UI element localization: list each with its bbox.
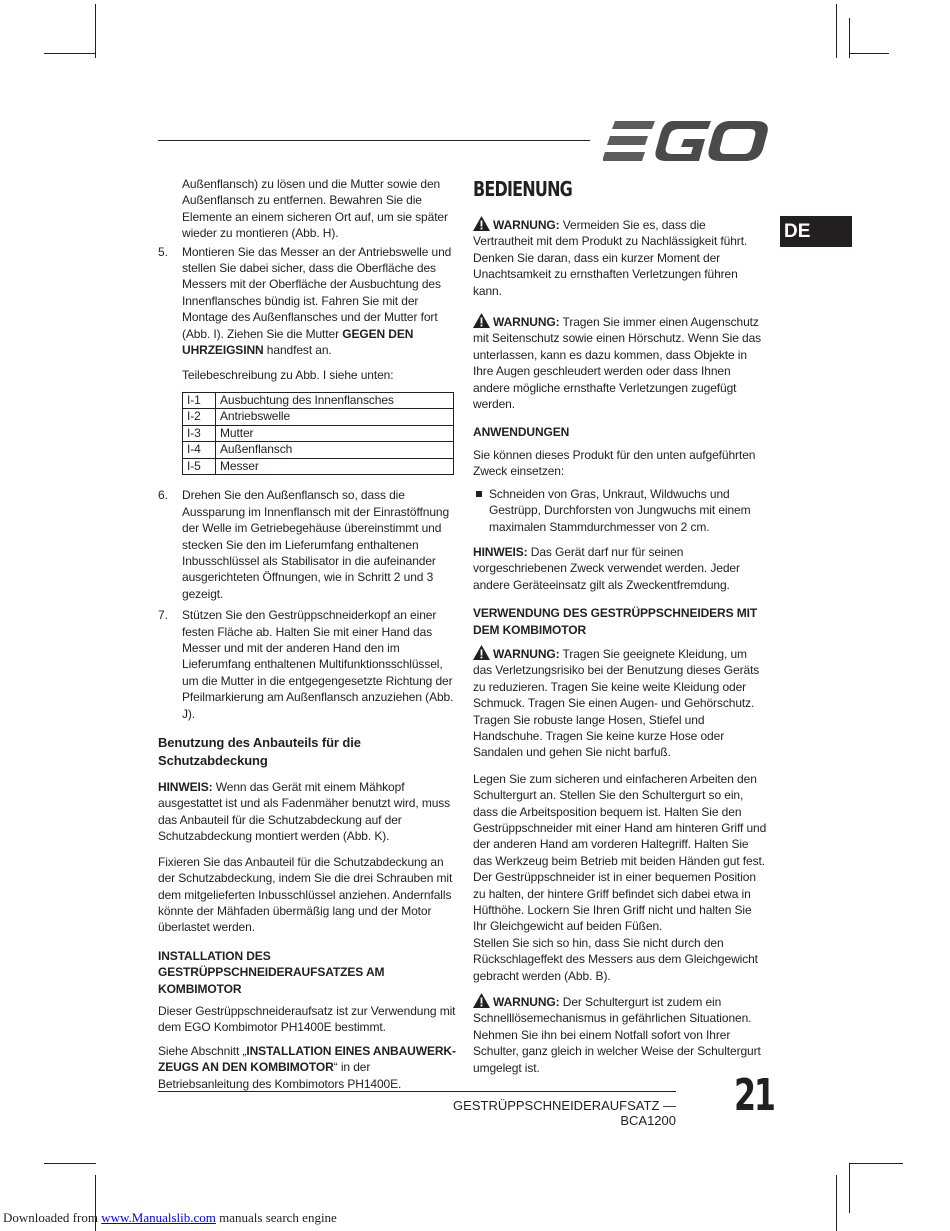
manualslib-link[interactable]: www.Manualslib.com xyxy=(101,1210,216,1225)
part-code: I-3 xyxy=(183,425,216,442)
bullet-square xyxy=(476,491,482,497)
warning-label: WARNUNG: xyxy=(493,315,560,330)
see-section-paragraph xyxy=(158,1043,458,1092)
hinweis-text: Das Gerät darf nur für seinen vorgeschriebenen Zweck verwendet werden. Jeder andere Geräteeinsatz gilt als Zweckentfremdung. xyxy=(473,544,740,592)
table-row xyxy=(183,442,454,459)
download-bar xyxy=(3,1210,337,1226)
step-text: Montieren Sie das Messer an der Antriebswelle und stellen Sie dabei sicher, dass die Oberfläche des Messers mit der Oberfläche der Ausbuchtung des Innenflansches bündig ist. Fahren Sie mit der Montage des Außenflansches und der Mutter fort (Abb. I). Ziehen Sie die Mutter xyxy=(182,244,452,341)
footer-rule xyxy=(158,1091,676,1092)
step-number: 5. xyxy=(158,244,168,259)
list-item xyxy=(473,486,768,535)
warning-2 xyxy=(473,313,768,412)
step-bold: GEGEN DEN UHRZEIGSINN xyxy=(182,326,414,358)
table-row xyxy=(183,425,454,442)
warning-1 xyxy=(473,216,768,299)
hinweis-paragraph xyxy=(473,544,768,593)
warning-4 xyxy=(473,993,768,1076)
warning-icon xyxy=(473,993,490,1008)
part-name: Mutter xyxy=(216,425,454,442)
parts-table xyxy=(182,392,454,476)
part-code: I-2 xyxy=(183,409,216,426)
hinweis-paragraph xyxy=(158,779,458,845)
crop-mark xyxy=(849,53,889,54)
warning-label: WARNUNG: xyxy=(493,995,560,1010)
download-suffix: manuals search engine xyxy=(215,1210,337,1225)
table-row xyxy=(183,458,454,475)
page-number: 21 xyxy=(734,1070,774,1121)
warning-icon xyxy=(473,313,490,328)
right-column xyxy=(473,176,768,1076)
table-row xyxy=(183,409,454,426)
part-name: Antriebswelle xyxy=(216,409,454,426)
stand-paragraph: Stellen Sie sich so hin, dass Sie nicht durch den Rückschlageffekt des Messers aus dem Gleichgewicht gebracht werden (Abb. B). xyxy=(473,935,758,983)
footer-title: GESTRÜPPSCHNEIDERAUFSATZ — BCA1200 xyxy=(453,1098,676,1128)
hinweis-label: HINWEIS: xyxy=(473,544,528,559)
step-text: Stützen Sie den Gestrüppschneiderkopf an einer festen Fläche ab. Halten Sie mit einer Hand das Messer und mit der anderen Hand den im Lieferumfang enthaltenen Multifunktionsschlüssel, um die Mutter in die entgegengesetzte Richtung der Pfeilmarkierung am Außenflansch anzuziehen (Abb. J). xyxy=(182,608,454,721)
see-bold: INSTALLATION EINES ANBAUWERKZEUGS AN DEN KOMBIMOTOR xyxy=(158,1043,456,1075)
table-row xyxy=(183,392,454,409)
usage-heading: VERWENDUNG DES GESTRÜPPSCHNEIDERS MIT DEM KOMBIMOTOR xyxy=(473,606,758,637)
part-code: I-5 xyxy=(183,458,216,475)
crop-mark xyxy=(849,18,850,58)
crop-mark xyxy=(44,53,96,54)
applications-heading: ANWENDUNGEN xyxy=(473,425,570,440)
warning-icon xyxy=(473,216,490,231)
download-prefix: Downloaded from xyxy=(3,1210,102,1225)
section-title: BEDIENUNG xyxy=(473,177,572,201)
section-subheading: Benutzung des Anbauteils für die Schutzabdeckung xyxy=(158,735,361,769)
warning-text: Tragen Sie immer einen Augenschutz mit Seitenschutz sowie einen Hörschutz. Wenn Sie das unterlassen, kann es dazu kommen, dass Objekte in Ihre Augen geschleudert werden oder dass Ihnen andere mögliche ernsthafte Verletzungen zugefügt werden. xyxy=(473,315,762,412)
crop-mark xyxy=(849,1163,850,1213)
left-column xyxy=(158,176,458,1092)
part-code: I-1 xyxy=(183,392,216,409)
crop-mark xyxy=(836,1175,837,1231)
see-pre: Siehe Abschnitt „ xyxy=(158,1043,247,1058)
applications-intro: Sie können dieses Produkt für den unten aufgeführten Zweck einsetzen: xyxy=(473,447,756,479)
part-name: Außenflansch xyxy=(216,442,454,459)
fix-paragraph: Fixieren Sie das Anbauteil für die Schutzabdeckung an der Schutzabdeckung, indem Sie die drei Schrauben mit dem mitgelieferten Inbusschlüssel anziehen. Andernfalls könnte der Mähfaden übermäßig lang und der Motor überlastet werden. xyxy=(158,854,453,935)
step-number: 7. xyxy=(158,608,168,623)
warning-text: Tragen Sie geeignete Kleidung, um das Verletzungsrisiko bei der Benutzung dieses Geräts zu reduzieren. Tragen Sie keine weite Kleidung oder Schmuck. Tragen Sie einen Augen- und Gehörschutz. Tragen Sie robuste lange Hosen, Stiefel und Handschuhe. Tragen Sie keine kurze Hose oder Sandalen und gehen Sie nicht barfuß. xyxy=(473,646,760,760)
crop-mark xyxy=(836,4,837,58)
see-post: “ in der Betriebsanleitung des Kombimotors PH1400E. xyxy=(158,1060,402,1091)
warning-label: WARNUNG: xyxy=(493,218,560,232)
hinweis-text: Wenn das Gerät mit einem Mähkopf ausgestattet ist und als Fadenmäher benutzt wird, muss das Anbauteil für die Schutzabdeckung auf der Schutzabdeckung montiert werden (Abb. K). xyxy=(158,780,451,844)
step-number: 6. xyxy=(158,488,168,503)
warning-3 xyxy=(473,645,768,761)
parts-intro: Teilebeschreibung zu Abb. I siehe unten: xyxy=(182,368,394,383)
step-text-end: handfest an. xyxy=(263,343,332,358)
warning-label: WARNUNG: xyxy=(493,646,560,661)
warning-icon xyxy=(473,645,490,660)
continued-paragraph: Außenflansch) zu lösen und die Mutter sowie den Außenflansch zu entfernen. Bewahren Sie die Elemente an einem sicheren Ort auf, um sie später wieder zu montieren (Abb. H). xyxy=(182,177,448,241)
crop-mark xyxy=(44,1163,96,1164)
crop-mark xyxy=(849,1163,903,1164)
install-heading: INSTALLATION DES GESTRÜPPSCHNEIDERAUFSATZES AM KOMBIMOTOR xyxy=(158,948,385,996)
ego-logo xyxy=(603,120,769,162)
hinweis-label: HINWEIS: xyxy=(158,780,213,795)
header-rule xyxy=(158,140,590,141)
warning-text: Der Schultergurt ist zudem ein Schnelllösemechanismus in gefährlichen Situationen. Nehmen Sie ihn bei einem Notfall sofort von Ihrer Schulter, ganz gleich in welcher Weise der Schultergurt umgelegt ist. xyxy=(473,995,761,1075)
warning-text: Vermeiden Sie es, dass die Vertrautheit mit dem Produkt zu Nachlässigkeit führt. Denken Sie daran, dass ein kurzer Moment der Unachtsamkeit zu ernsthaften Verletzungen führen kann. xyxy=(473,218,748,298)
crop-mark xyxy=(95,4,96,58)
part-name: Ausbuchtung des Innenflansches xyxy=(216,392,454,409)
part-code: I-4 xyxy=(183,442,216,459)
language-tab: DE xyxy=(780,216,852,247)
part-name: Messer xyxy=(216,458,454,475)
strap-paragraph: Legen Sie zum sicheren und einfacheren Arbeiten den Schultergurt an. Stellen Sie den Schultergurt so ein, dass die Arbeitsposition bequem ist. Halten Sie den Gestrüppschneider mit einer Hand am hinteren Griff und der anderen Hand am vorderen Haltegriff. Halten Sie das Werkzeug beim Betrieb mit beiden Händen gut fest. Der Gestrüppschneider ist in einer bequemen Position zu halten, der hintere Griff befindet sich dabei etwa in Hüfthöhe. Lockern Sie Ihren Griff nicht und halten Sie Ihr Gleichgewicht auf beiden Füßen. xyxy=(473,771,767,934)
install-paragraph: Dieser Gestrüppschneideraufsatz ist zur Verwendung mit dem EGO Kombimotor PH1400E bestimmt. xyxy=(158,1003,456,1035)
step-6 xyxy=(158,487,458,602)
step-7 xyxy=(158,607,458,722)
list-item-text: Schneiden von Gras, Unkraut, Wildwuchs und Gestrüpp, Durchforsten von Jungwuchs mit einem maximalen Stammdurchmesser von 2 cm. xyxy=(489,486,751,534)
step-5 xyxy=(158,244,458,359)
step-text: Drehen Sie den Außenflansch so, dass die Aussparung im Innenflansch mit der Einrastöffnung der Welle im Getriebegehäuse übereinstimmt und stecken Sie den im Lieferumfang enthaltenen Inbusschlüssel als Stabilisator in die aufeinander ausgerichteten Öffnungen, wie in Schritt 2 und 3 gezeigt. xyxy=(182,488,450,601)
